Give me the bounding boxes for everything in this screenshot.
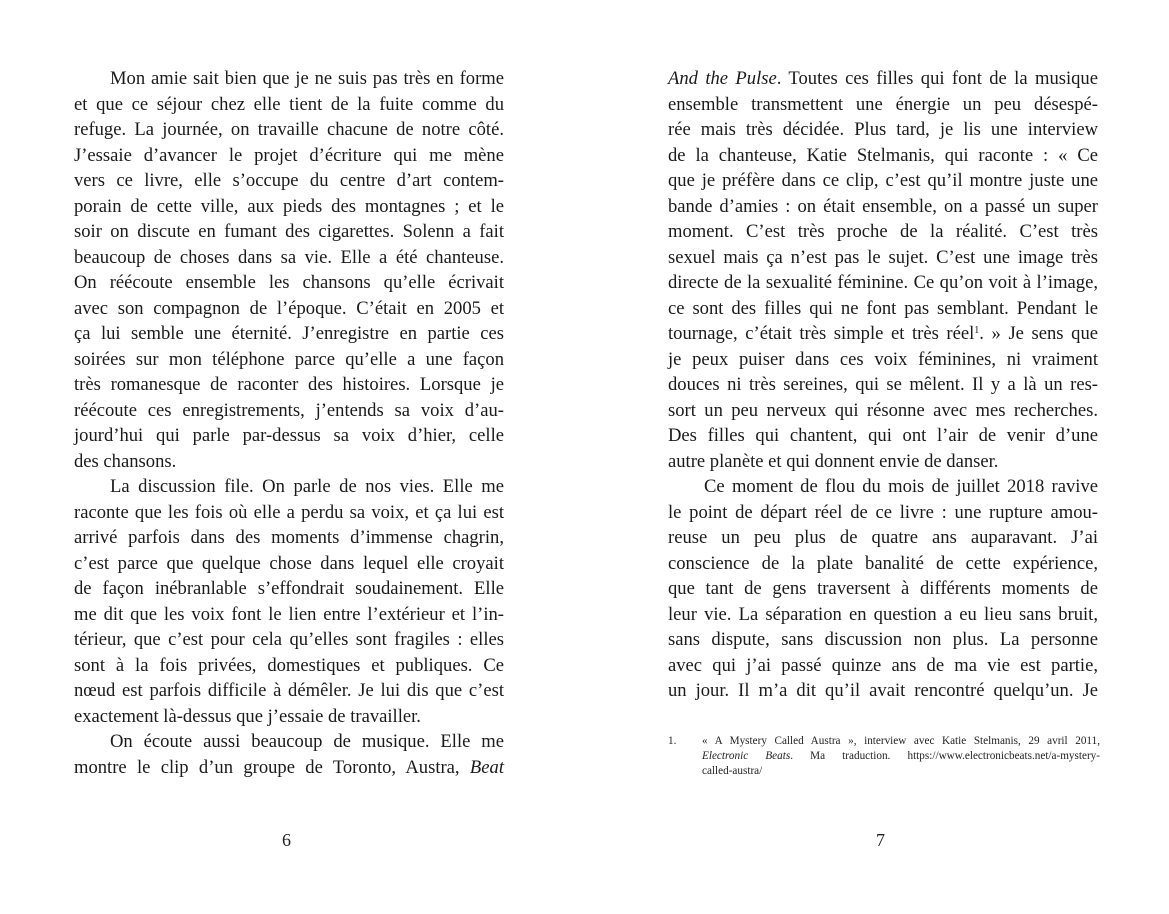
text-line: porain de cette ville, aux pieds des montagnes ; et le (74, 195, 504, 217)
text-line: je peux puiser dans ces voix féminines, ni vraiment (668, 348, 1098, 370)
text-line: et que ce séjour chez elle tient de la fuite comme du (74, 93, 504, 115)
text-line: arrivé parfois dans des moments d’immense chagrin, (74, 527, 504, 548)
footnote-line[interactable]: called-austra/ (702, 765, 763, 777)
footnote-number: 1. (668, 735, 677, 747)
text-line: directe de la sexualité féminine. Ce qu’on voit à l’image, (668, 272, 1098, 293)
text-line: de la chanteuse, Katie Stelmanis, qui raconte : « Ce (668, 144, 1098, 166)
footnote-line: « A Mystery Called Austra », interview avec Katie Stelmanis, 29 avril 2011, (702, 735, 1100, 747)
footnote (668, 734, 1100, 779)
italic-title-segment: Electronic Beats (702, 750, 791, 762)
text-line: Ce moment de flou du mois de juillet 2018 ravive (704, 476, 1098, 497)
text-line: térieur, que c’est pour cela qu’elles sont fragiles : elles (74, 629, 504, 650)
text-line: réécoute ces enregistrements, j’entends sa voix d’au- (74, 399, 504, 421)
text-line: le point de départ réel de ce livre : une rupture amou- (668, 501, 1098, 523)
text-line: sort un peu nerveux qui résonne avec mes recherches. (668, 399, 1098, 421)
page-number: 6 (282, 830, 291, 850)
text-line: refuge. La journée, on travaille chacune de notre côté. (74, 119, 504, 140)
text-line: moment. C’est très proche de la réalité. C’est très (668, 221, 1098, 242)
left-page (0, 0, 584, 914)
text-line: leur vie. La séparation en question a eu lieu sans bruit, (668, 603, 1098, 625)
text-line: avec qui j’ai passé quinze ans de ma vie est partie, (668, 654, 1098, 676)
footnote-reference[interactable]: 1 (974, 325, 980, 336)
footnote-body (702, 734, 1100, 779)
text-segment: . » Je sens que (979, 323, 1098, 344)
text-line: vers ce livre, elle s’occupe du centre d’art contem- (74, 170, 504, 191)
text-line: sans dispute, sans discussion non plus. La personne (668, 629, 1098, 650)
text-line: me dit que les voix font le lien entre l’extérieur et l’in- (74, 603, 504, 625)
right-page-text (668, 66, 1098, 704)
text-segment: . Toutes ces filles qui font de la musique (776, 68, 1098, 89)
text-segment[interactable]: . Ma traduction. https://www.electronicbeats.net/a-mystery- (790, 750, 1100, 762)
text-line: exactement là-dessus que j’essaie de travailler. (74, 705, 421, 727)
text-line: soirées sur mon téléphone parce qu’elle a une façon (74, 348, 504, 370)
text-line-composite (668, 66, 1098, 92)
text-line: beaucoup de choses dans sa vie. Elle a été chanteuse. (74, 246, 504, 268)
text-line: c’est parce que quelque chose dans lequel elle croyait (74, 552, 504, 574)
text-line-composite (668, 321, 1098, 347)
footnote-line-composite (702, 749, 1100, 764)
text-line: rée mais très décidée. Plus tard, je lis une interview (668, 119, 1098, 140)
text-line: On réécoute ensemble les chansons qu’elle écrivait (74, 272, 504, 293)
text-line: douces ni très sereines, qui se mêlent. Il y a là un res- (668, 374, 1098, 395)
text-line-composite (74, 755, 504, 781)
text-line: La discussion file. On parle de nos vies. Elle me (110, 476, 504, 497)
text-segment: montre le clip d’un groupe de Toronto, Austra, (74, 756, 460, 778)
text-line: nœud est parfois difficile à démêler. Je lui dis que c’est (74, 680, 504, 701)
text-line: très romanesque de raconter des histoires. Lorsque je (74, 374, 504, 395)
text-line: ce sont des filles qui ne font pas semblant. Pendant le (668, 297, 1098, 319)
text-line: soir on discute en fumant des cigarettes. Solenn a fait (74, 221, 504, 242)
text-line: que je préfère dans ce clip, c’est qu’il montre juste une (668, 170, 1098, 191)
text-line: Mon amie sait bien que je ne suis pas très en forme (110, 68, 504, 89)
text-line: ensemble transmettent une énergie un peu désespé- (668, 93, 1098, 115)
text-line: avec son compagnon de l’époque. C’était en 2005 et (74, 297, 504, 319)
page-number: 7 (876, 830, 885, 850)
left-page-text (74, 66, 504, 780)
text-segment: tournage, c’était très simple et très réel (668, 323, 975, 344)
text-line: jourd’hui qui parle par-dessus sa voix d’hier, celle (74, 425, 504, 446)
text-line: sont à la fois privées, domestiques et publiques. Ce (74, 654, 504, 676)
text-line: J’essaie d’avancer le projet d’écriture qui me mène (74, 144, 504, 166)
text-line: reuse un peu plus de quatre ans auparavant. J’ai (668, 527, 1098, 548)
text-line: bande d’amies : on était ensemble, on a passé un super (668, 195, 1098, 217)
text-line: conscience de la plate banalité de cette expérience, (668, 552, 1098, 574)
text-line: sexuel mais ça n’est pas le sujet. C’est une image très (668, 246, 1098, 268)
text-line: que tant de gens traversent à différents moments de (668, 578, 1098, 599)
text-line: un jour. Il m’a dit qu’il avait rencontré quelqu’un. Je (668, 680, 1098, 701)
text-line: autre planète et qui donnent envie de danser. (668, 450, 999, 472)
italic-title-segment: And the Pulse (668, 68, 777, 89)
text-line: On écoute aussi beaucoup de musique. Elle me (110, 731, 504, 752)
text-line: de façon inébranlable s’effondrait soudainement. Elle (74, 578, 504, 599)
italic-title-segment: Beat (469, 756, 504, 778)
text-line: raconte que les fois où elle a perdu sa voix, et ça lui est (74, 501, 504, 523)
text-line: des chansons. (74, 450, 177, 472)
text-line: Des filles qui chantent, qui ont l’air de venir d’une (668, 425, 1098, 446)
right-page (584, 0, 1169, 914)
text-line: ça lui semble une éternité. J’enregistre en partie ces (74, 323, 504, 344)
